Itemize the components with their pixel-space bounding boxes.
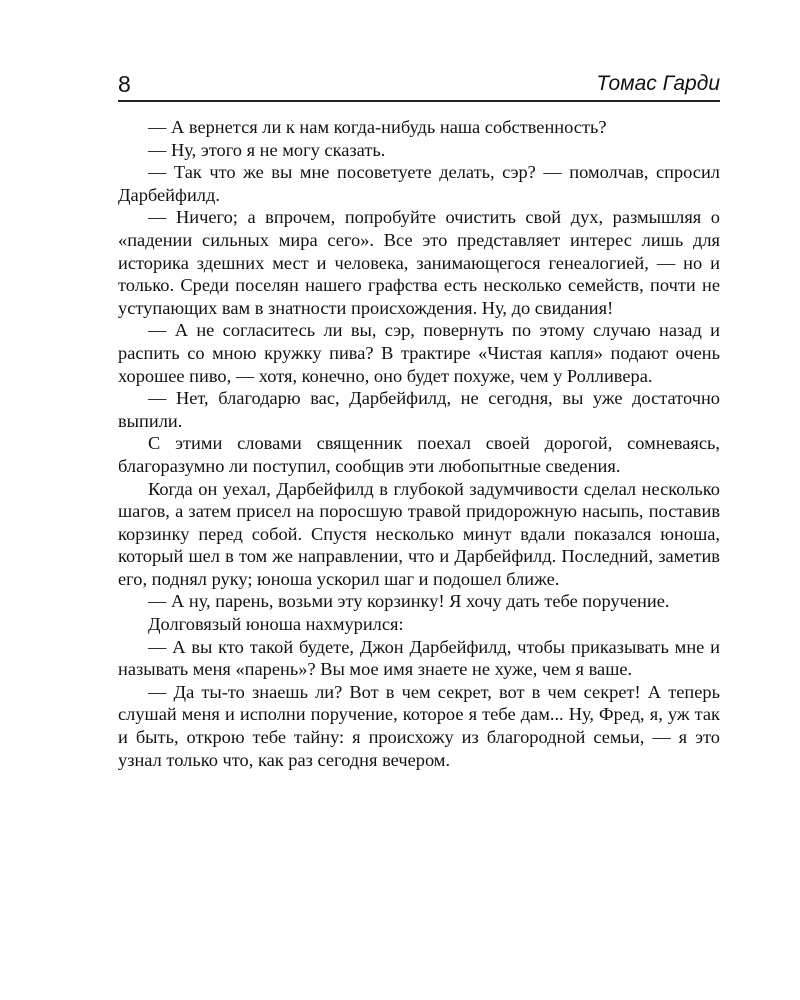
paragraph: — А ну, парень, возьми эту корзинку! Я хочу дать тебе поручение.	[148, 591, 670, 612]
paragraph: С этими словами священник поехал своей дорогой, сомневаясь, благоразумно ли поступил, сообщив эти любопытные сведения.	[118, 433, 720, 476]
paragraph: — Да ты-то знаешь ли? Вот в чем секрет, вот в чем секрет! А теперь слушай меня и исполни поручение, которое я тебе дам... Ну, Фред, я, уж так и быть, открою тебе тайну: я происхожу из благородной семьи, — я это узнал только что, как раз сегодня вечером.	[118, 681, 720, 770]
page-header	[118, 70, 720, 102]
running-title: Томас Гарди	[596, 72, 720, 95]
paragraph: — А вы кто такой будете, Джон Дарбейфилд, чтобы приказывать мне и называть меня «парень»? Вы мое имя знаете не хуже, чем я ваше.	[118, 636, 720, 680]
book-page	[118, 70, 720, 771]
paragraph: — А вернется ли к нам когда-нибудь наша собственность?	[148, 117, 607, 137]
paragraph: — Так что же вы мне посоветуете делать, сэр? — помолчав, спросил Дарбейфилд.	[118, 162, 720, 205]
paragraph: Долговязый юноша нахмурился:	[148, 614, 404, 635]
paragraph: — Ничего; а впрочем, попробуйте очистить свой дух, размышляя о «падении сильных мира сего». Все это представляет интерес лишь для историка здешних мест и человека, занимающегося генеалогией, — но и только. Среди поселян нашего графства есть несколько семейств, почти не уступающих вам в знатности происхождения. Ну, до свидания!	[118, 207, 720, 318]
paragraph: — А не согласитесь ли вы, сэр, повернуть по этому случаю назад и распить со мною кружку пива? В трактире «Чистая капля» подают очень хорошее пиво, — хотя, конечно, оно будет похуже, чем у Ролливера.	[118, 320, 720, 386]
paragraph: — Ну, этого я не могу сказать.	[148, 139, 386, 160]
paragraph: Когда он уехал, Дарбейфилд в глубокой задумчивости сделал несколько шагов, а затем присел на поросшую травой придорожную насыпь, поставив корзинку перед собой. Спустя несколько минут вдали показался юноша, который шел в том же направлении, что и Дарбейфилд. Последний, заметив его, поднял руку; юноша ускорил шаг и подошел ближе.	[118, 478, 720, 589]
page-number: 8	[118, 71, 131, 97]
paragraph: — Нет, благодарю вас, Дарбейфилд, не сегодня, вы уже достаточно выпили.	[118, 388, 720, 431]
body-text	[118, 116, 720, 771]
